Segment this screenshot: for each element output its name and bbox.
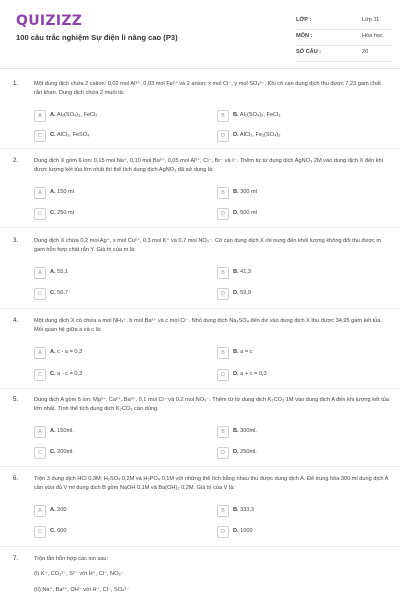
option-letter-box: B <box>217 426 229 438</box>
option-text: 300ml. <box>240 428 257 434</box>
meta-value: Hóa học <box>362 33 383 39</box>
option-label: D. <box>233 132 239 138</box>
option-label: A. <box>50 349 56 355</box>
option-text: a = c <box>240 349 253 355</box>
question-divider <box>0 388 400 389</box>
option-text: 56,7 <box>57 290 69 296</box>
option-text: c - a = 0,3 <box>57 349 83 355</box>
meta-row-count <box>296 46 392 62</box>
option-b[interactable] <box>217 505 387 518</box>
option-label: C. <box>50 528 56 534</box>
option-d[interactable] <box>217 130 387 143</box>
worksheet-header <box>0 0 400 62</box>
option-letter-box: D <box>217 288 229 300</box>
option-text: AlCl₃, Fe₂(SO₄)₃ <box>239 132 281 138</box>
option-c[interactable] <box>34 369 204 382</box>
option-letter-box: D <box>217 447 229 459</box>
option-a[interactable] <box>34 347 204 360</box>
option-label: B. <box>233 112 239 118</box>
option-a[interactable] <box>34 187 204 200</box>
option-a[interactable] <box>34 267 204 280</box>
meta-value: Lớp 11 <box>362 17 380 23</box>
option-b[interactable] <box>217 187 387 200</box>
question-divider <box>0 227 400 228</box>
option-label: D. <box>233 290 239 296</box>
question-number: 5. <box>13 396 19 403</box>
option-text: 150ml. <box>57 428 74 434</box>
question-text: Dung dịch A gồm 5 ion: Mg²⁺, Ca²⁺, Ba²⁺, 0,1 mol Cl⁻ và 0,2 mol NO₃⁻. Thêm từ từ dung dịch K₂CO₃ 1M vào dung dịch A đến khi lượng kết tủa lớn nhất. Tính thể tích dung dịch K₂CO₃ cần dùng. <box>34 397 389 412</box>
option-letter-box: C <box>34 369 46 381</box>
option-text: a + c = 0,3 <box>240 371 267 377</box>
option-letter-box: B <box>217 187 229 199</box>
option-letter-box: B <box>217 505 229 517</box>
option-b[interactable] <box>217 267 387 280</box>
option-c[interactable] <box>34 288 204 301</box>
option-letter-box: D <box>217 130 229 142</box>
option-text: 250 ml <box>57 210 74 216</box>
option-letter-box: B <box>217 110 229 122</box>
option-label: C. <box>50 132 56 138</box>
option-d[interactable] <box>217 288 387 301</box>
option-label: D. <box>233 528 239 534</box>
option-letter-box: A <box>34 347 46 359</box>
option-label: D. <box>233 210 239 216</box>
header-divider <box>0 68 400 69</box>
option-letter-box: A <box>34 267 46 279</box>
option-text: 1000 <box>240 528 253 534</box>
meta-row-subject <box>296 30 392 46</box>
option-label: C. <box>50 210 56 216</box>
option-text: 59,9 <box>240 290 252 296</box>
option-letter-box: B <box>217 267 229 279</box>
option-label: B. <box>233 349 239 355</box>
question-divider <box>0 546 400 547</box>
option-letter-box: C <box>34 130 46 142</box>
option-a[interactable] <box>34 426 204 439</box>
option-letter-box: A <box>34 426 46 438</box>
option-letter-box: A <box>34 505 46 517</box>
option-label: A. <box>50 112 56 118</box>
option-b[interactable] <box>217 426 387 439</box>
question-text: Một dung dịch X có chứa a mol NH₄⁺, b mol Ba²⁺ và c mol Cl⁻. Nhỏ dung dịch Na₂SO₄ đến dư vào dung dịch X thu được 34,95 gam kết tủa. Mối quan hệ giữa a và c là: <box>34 318 382 333</box>
question-number: 7. <box>13 555 19 562</box>
option-text: 200ml. <box>57 449 74 455</box>
option-letter-box: A <box>34 110 46 122</box>
option-a[interactable] <box>34 110 204 123</box>
option-letter-box: C <box>34 208 46 220</box>
option-text: 600 <box>57 528 67 534</box>
question-number: 2. <box>13 157 19 164</box>
ion-mix-ii: (II) Na⁺, Ba²⁺, OH⁻ với H⁺, Cl⁻, SO₄²⁻ <box>34 587 130 593</box>
meta-key: MÔN : <box>296 33 313 39</box>
option-c[interactable] <box>34 208 204 221</box>
option-text: 500 ml <box>240 210 257 216</box>
ion-mix-i: (I) K⁺, CO₃²⁻, S²⁻ với H⁺, Cl⁻, NO₃⁻ <box>34 571 124 577</box>
option-text: AlCl₃, FeSO₄ <box>56 132 90 138</box>
option-d[interactable] <box>217 447 387 460</box>
question-number: 4. <box>13 317 19 324</box>
option-text: 200 <box>57 507 67 513</box>
question-text: Một dung dịch chứa 2 cation: 0,02 mol Al³⁺, 0,03 mol Fe²⁺ và 2 anion: x mol Cl⁻, y mol SO₄²⁻. Khi cô cạn dung dịch thu được 7,23 gam chất rắn khan. Dung dịch chứa 2 muối là: <box>34 81 381 96</box>
option-letter-box: C <box>34 526 46 538</box>
question-number: 3. <box>13 237 19 244</box>
option-label: A. <box>50 507 56 513</box>
option-text: 300 ml <box>240 189 257 195</box>
option-letter-box: C <box>34 447 46 459</box>
question-text: Dung dịch X gồm 6 ion: 0,15 mol Na⁺, 0,10 mol Ba²⁺, 0,05 mol Al³⁺, Cl⁻, Br⁻ và I⁻. Thêm từ từ dung dịch AgNO₃ 2M vào dung dịch X đến khi được lượng kết tủa lớn nhất thì thể tích dung dịch AgNO₃ đã sử dụng là: <box>34 158 383 173</box>
meta-row-grade <box>296 14 392 30</box>
option-text: Al₂(SO₄)₃, FeCl₃ <box>239 112 281 118</box>
option-label: A. <box>50 269 56 275</box>
option-text: 333,3 <box>240 507 255 513</box>
question-text: Trộn 3 dung dịch HCl 0,3M; H₂SO₄ 0,2M và H₃PO₄ 0,1M với những thể tích bằng nhau thu được dung dịch A. Để trung hòa 300 ml dung dịch A cần vừa đủ V ml dung dịch B gồm NaOH 0,1M và Ba(OH)₂ 0,2M. Giá trị của V là: <box>34 476 389 491</box>
option-label: D. <box>233 371 239 377</box>
meta-key: LỚP : <box>296 17 312 23</box>
meta-key: SỐ CÂU : <box>296 49 322 55</box>
option-label: B. <box>233 507 239 513</box>
option-label: B. <box>233 269 239 275</box>
option-text: 250ml. <box>240 449 257 455</box>
option-label: C. <box>50 290 56 296</box>
option-c[interactable] <box>34 447 204 460</box>
option-text: 55,1 <box>57 269 69 275</box>
option-label: B. <box>233 428 239 434</box>
option-a[interactable] <box>34 505 204 518</box>
option-letter-box: D <box>217 526 229 538</box>
question-divider <box>0 308 400 309</box>
option-c[interactable] <box>34 130 204 143</box>
option-text: 150 ml <box>57 189 74 195</box>
option-letter-box: B <box>217 347 229 359</box>
option-text: 41,3 <box>240 269 252 275</box>
option-label: D. <box>233 449 239 455</box>
option-text: Al₂(SO₄)₃, FeCl₂ <box>56 112 98 118</box>
question-divider <box>0 148 400 149</box>
option-d[interactable] <box>217 369 387 382</box>
question-divider <box>0 466 400 467</box>
option-label: C. <box>50 371 56 377</box>
question-text: Trộn lẫn hỗn hợp các ion sau: <box>34 556 109 562</box>
option-label: A. <box>50 428 56 434</box>
option-letter-box: D <box>217 369 229 381</box>
option-d[interactable] <box>217 526 387 539</box>
worksheet-title: 100 câu trắc nghiệm Sự điện li nâng cao (P3) <box>16 33 178 42</box>
option-letter-box: A <box>34 187 46 199</box>
question-number: 6. <box>13 475 19 482</box>
worksheet-meta <box>296 14 392 62</box>
option-b[interactable] <box>217 110 387 123</box>
option-label: A. <box>50 189 56 195</box>
question-number: 1. <box>13 80 19 87</box>
option-b[interactable] <box>217 347 387 360</box>
quizizz-logo: QUIZIZZ <box>16 13 83 29</box>
option-label: B. <box>233 189 239 195</box>
meta-value: 20 <box>362 49 369 55</box>
option-label: C. <box>50 449 56 455</box>
option-text: a - c = 0,3 <box>57 371 83 377</box>
option-c[interactable] <box>34 526 204 539</box>
option-d[interactable] <box>217 208 387 221</box>
option-letter-box: D <box>217 208 229 220</box>
option-letter-box: C <box>34 288 46 300</box>
question-text: Dung dịch X chứa 0,2 mol Ag⁺, x mol Cu²⁺, 0,3 mol K⁺ và 0,7 mol NO₃⁻. Cô cạn dung dịch X rồi nung đến khối lượng không đổi thu được m gam hỗn hợp chất rắn Y. Giá trị của m là: <box>34 238 382 253</box>
